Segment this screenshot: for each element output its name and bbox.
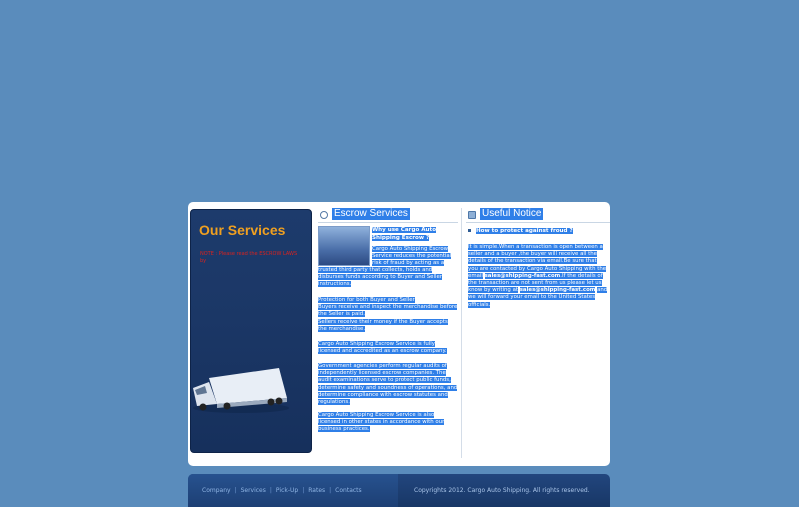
footer-link-contacts[interactable]: Contacts — [335, 487, 362, 494]
why-use-escrow-question: Why use Cargo Auto Shipping Escrow ? — [372, 227, 437, 241]
useful-notice-heading: Useful Notice — [482, 208, 542, 219]
footer-link-services[interactable]: Services — [240, 487, 266, 494]
footer-nav: Company | Services | Pick-Up | Rates | Contacts — [202, 487, 362, 494]
escrow-services-heading: Escrow Services — [334, 208, 408, 219]
column-divider — [461, 208, 462, 458]
escrow-laws-note: NOTE : Please read the ESCROW LAWS by — [200, 251, 298, 264]
useful-notice-header — [466, 208, 610, 223]
sales-email-link-2[interactable]: sales@shipping-fast.com — [519, 287, 596, 294]
protection-paragraph: Protection for both Buyer and Seller Buyers receive and inspect the merchandise before the Seller is paid. Sellers receive their money if the Buyer accepts the merchandise. — [318, 297, 458, 332]
licensed-paragraph: Cargo Auto Shipping Escrow Service is fully licensed and accredited as an escrow company. — [318, 341, 447, 355]
fraud-answer-text: It is simple.When a transaction is open between a seller and a buyer ,the buyer will receive all the details of the transaction via email.Be sure that you are contacted by Cargo Auto Shipping with the email sales@shipping-fast.com.If the details of the transaction are not sent from us please let us know by writing at sales@shipping-fast.com and we will forward your email to the United States officials. — [468, 244, 608, 308]
escrow-intro-text: Cargo Auto Shipping Escrow Service reduces the potential risk of fraud by acting as a — [372, 246, 452, 267]
other-states-paragraph: Cargo Auto Shipping Escrow Service is also licensed in other states in accordance with our business practices. — [318, 412, 445, 433]
footer-link-pickup[interactable]: Pick-Up — [275, 487, 299, 494]
content-panel — [188, 202, 610, 466]
circle-bullet-icon — [320, 211, 328, 219]
audits-paragraph: Government agencies perform regular audits of independently licensed escrow companies. The audit examinations serve to protect public funds, determine safety and soundness of operations, and determine compliance with escrow statutes and regulations. — [318, 363, 458, 406]
square-bullet-icon — [468, 211, 476, 219]
footer-nav-area — [188, 474, 398, 507]
copyright-text: Copyrights 2012. Cargo Auto Shipping. All rights reserved. — [414, 487, 590, 494]
truck-thumbnail-image — [318, 226, 370, 266]
escrow-services-header — [318, 208, 458, 223]
footer — [188, 474, 610, 507]
truck-image — [191, 360, 291, 415]
useful-notice-column — [466, 208, 610, 308]
escrow-intro-continued: trusted third party that collects, holds and disburses funds according to Buyer and Seller instructions. — [318, 267, 443, 288]
footer-link-rates[interactable]: Rates — [308, 487, 326, 494]
fraud-question: How to protect against froud ? — [468, 228, 608, 235]
sales-email-link[interactable]: sales@shipping-fast.com — [484, 272, 561, 279]
our-services-title: Our Services — [199, 222, 286, 238]
escrow-services-column — [318, 208, 458, 433]
bullet-icon — [468, 229, 471, 232]
our-services-box — [190, 209, 312, 453]
footer-link-company[interactable]: Company — [202, 487, 231, 494]
